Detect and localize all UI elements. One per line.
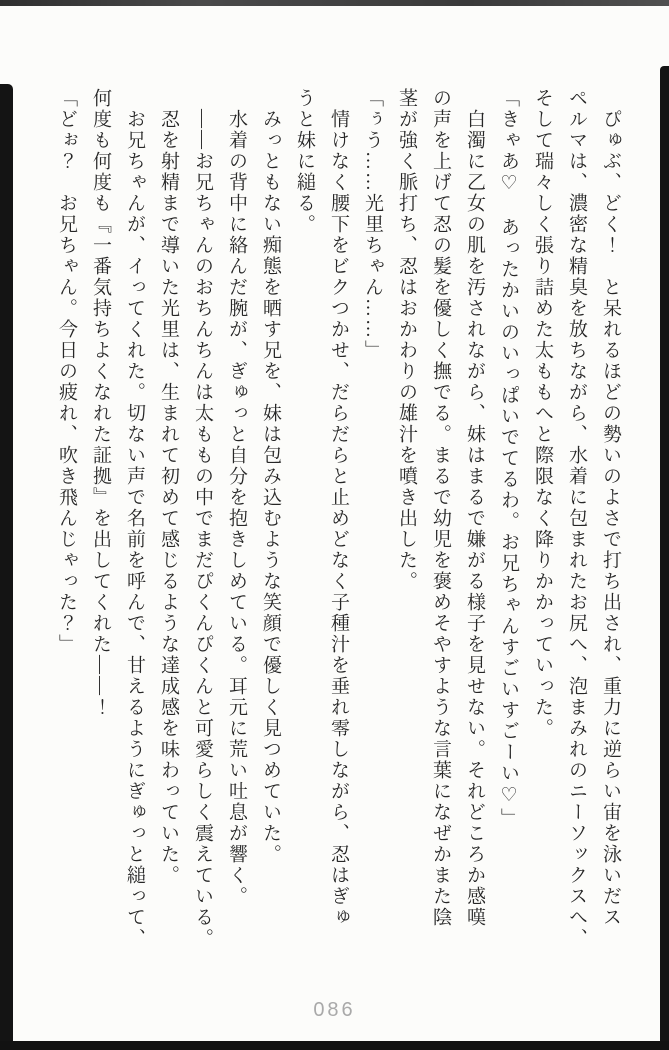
scan-edge-top — [0, 0, 669, 6]
vertical-text-area — [49, 88, 627, 986]
text-column: 「ぅう……光里ちゃん……」 — [362, 88, 383, 361]
text-column: ペルマは、濃密な精臭を放ちながら、水着に包まれたお尻へ、泡まみれのニーソックスへ、 — [566, 88, 587, 949]
page-number: 086 — [313, 999, 356, 1021]
text-column: 「どぉ？ お兄ちゃん。今日の疲れ、吹き飛んじゃった？」 — [56, 88, 77, 655]
scan-edge-left — [0, 84, 13, 1050]
scan-edge-bottom — [0, 1041, 669, 1050]
text-column: お兄ちゃんが、イってくれた。切ない声で名前を呼んで、甘えるようにぎゅっと縋って、 — [124, 109, 145, 949]
text-column: 水着の背中に絡んだ腕が、ぎゅっと自分を抱きしめている。耳元に荒い吐息が響く。 — [226, 109, 247, 907]
text-column: そして瑞々しく張り詰めた太ももへと際限なく降りかかっていった。 — [532, 88, 553, 739]
text-column: 忍を射精まで導いた光里は、生まれて初めて感じるような達成感を味わっていた。 — [158, 109, 179, 886]
text-column: 「きゃあ♡ あったかいのいっぱいでてるわ。お兄ちゃんすごいすごーい♡」 — [498, 88, 519, 829]
text-column: ――お兄ちゃんのおちんちんは太ももの中でまだぴくんぴくんと可愛らしく震えている。 — [192, 109, 213, 949]
text-column: 情けなく腰下をビクつかせ、だらだらと止めどなく子種汁を垂れ零しながら、忍はぎゅ — [328, 109, 349, 928]
text-column: 何度も何度も『一番気持ちよくなれた証拠』を出してくれた――！ — [90, 88, 111, 718]
text-column: ぴゅぶ、どく！ と呆れるほどの勢いのよさで打ち出され、重力に逆らい宙を泳いだス — [600, 109, 621, 928]
text-column: 茎が強く脈打ち、忍はおかわりの雄汁を噴き出した。 — [396, 88, 417, 592]
text-column: 白濁に乙女の肌を汚されながら、妹はまるで嫌がる様子を見せない。それどころか感嘆 — [464, 109, 485, 928]
text-column: みっともない痴態を晒す兄を、妹は包み込むような笑顔で優しく見つめていた。 — [260, 109, 281, 865]
scan-edge-right — [660, 66, 669, 1050]
text-column: の声を上げて忍の髪を優しく撫でる。まるで幼児を褒めそやすような言葉になぜかまた陰 — [430, 88, 451, 928]
text-column: うと妹に縋る。 — [294, 88, 315, 235]
